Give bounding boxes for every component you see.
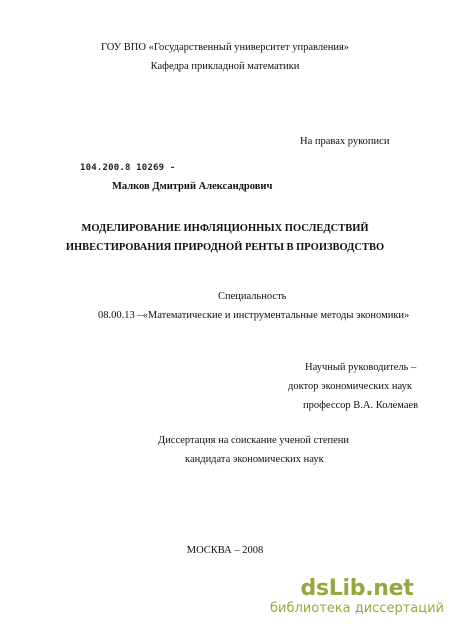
author-name: Малков Дмитрий Александрович [112,181,273,192]
catalog-stamp: 104.200.8 10269 - [80,163,176,173]
watermark-subtitle: библиотека диссертаций [270,601,444,616]
supervisor-degree: доктор экономических наук [288,381,412,392]
supervisor-name: профессор В.А. Колемаев [303,400,419,411]
city-year: МОСКВА – 2008 [186,545,264,556]
dissertation-purpose: Диссертация на соискание ученой степени [158,435,350,446]
manuscript-rights: На правах рукописи [300,136,390,147]
dissertation-title-line-2: ИНВЕСТИРОВАНИЯ ПРИРОДНОЙ РЕНТЫ В ПРОИЗВОДСТВО [65,242,385,253]
institution-name: ГОУ ВПО «Государственный университет управления» [100,42,350,53]
dissertation-degree: кандидата экономических наук [185,454,324,465]
supervisor-role: Научный руководитель – [305,362,417,373]
dslib-watermark [270,577,444,616]
watermark-logo: dsLib.net [300,576,414,601]
dissertation-title-line-1: МОДЕЛИРОВАНИЕ ИНФЛЯЦИОННЫХ ПОСЛЕДСТВИЙ [81,223,369,234]
specialty-label: Специальность [218,291,287,302]
department-name: Кафедра прикладной математики [150,61,300,72]
specialty-value: 08.00.13 –«Математические и инструментальные методы экономики» [98,310,410,321]
